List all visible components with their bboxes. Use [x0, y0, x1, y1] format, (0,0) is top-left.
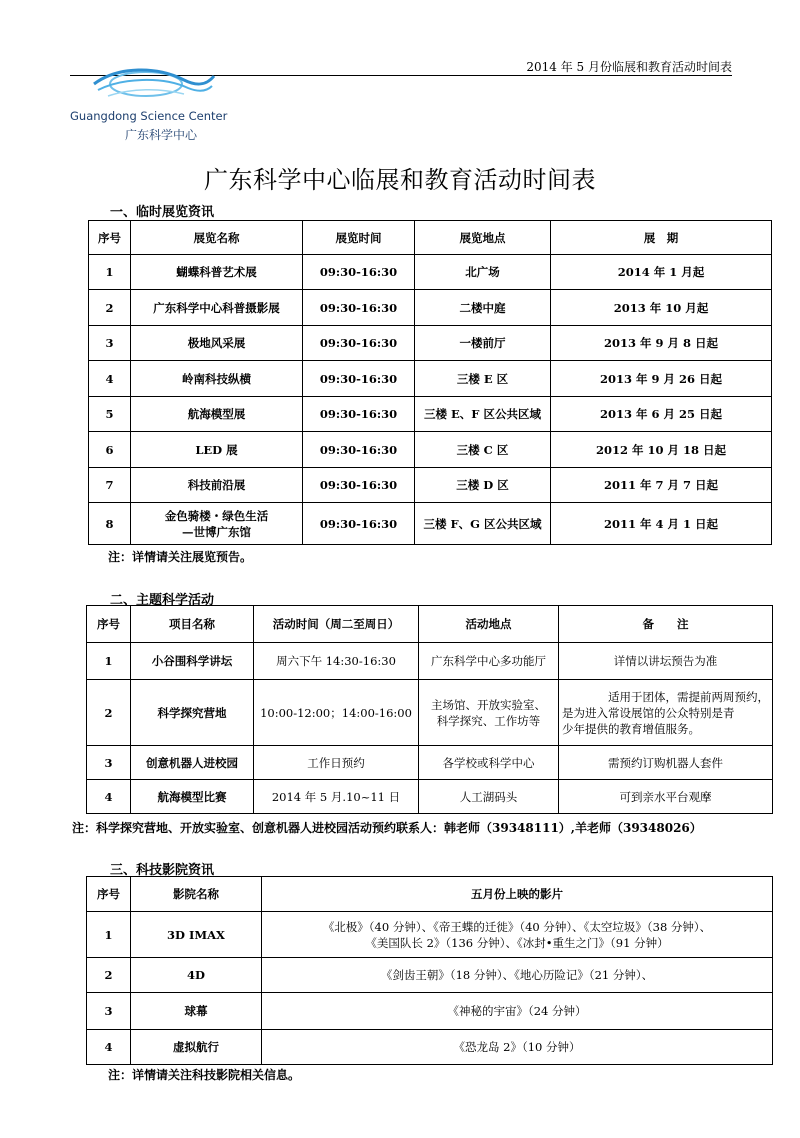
col-header: 备 注: [559, 606, 773, 643]
cell-line: 是为进入常设展馆的公众特别是青: [562, 705, 735, 720]
table-row: [89, 432, 772, 468]
cell: 详情以讲坛预告为准: [559, 643, 773, 680]
cell: 球幕: [131, 993, 262, 1030]
cell: 3: [87, 993, 131, 1030]
cell: 2: [89, 290, 131, 326]
cell: 3: [89, 326, 131, 361]
table-row: [89, 290, 772, 326]
cell: 科学探究营地: [131, 680, 254, 746]
cell-line: 金色骑楼・绿色生活: [164, 508, 269, 523]
cell: 09:30-16:30: [303, 326, 415, 361]
col-header: 序号: [89, 221, 131, 255]
cell: 09:30-16:30: [303, 468, 415, 503]
cell: 3D IMAX: [131, 912, 262, 958]
cell: 2012 年 10 月 18 日起: [551, 432, 772, 468]
cell: [262, 912, 773, 958]
col-header: 活动时间（周二至周日）: [254, 606, 419, 643]
logo-text-en: Guangdong Science Center: [70, 109, 228, 123]
cell: 2013 年 6 月 25 日起: [551, 397, 772, 432]
col-header: 五月份上映的影片: [262, 877, 773, 912]
col-header: 展览地点: [415, 221, 551, 255]
table-row: [89, 361, 772, 397]
cell: 2014 年 5 月.10~11 日: [254, 780, 419, 814]
cell: 需预约订购机器人套件: [559, 746, 773, 780]
cell: 4D: [131, 958, 262, 993]
table-row: [87, 780, 773, 814]
cell: 工作日预约: [254, 746, 419, 780]
cell-line: —世博广东馆: [182, 524, 251, 539]
col-header: 展览时间: [303, 221, 415, 255]
cell: 2: [87, 680, 131, 746]
cell: 二楼中庭: [415, 290, 551, 326]
cell-line: 科学探究、工作坊等: [436, 713, 541, 728]
cell: 小谷围科学讲坛: [131, 643, 254, 680]
activities-table: [86, 605, 773, 814]
document-title: 广东科学中心临展和教育活动时间表: [204, 166, 596, 194]
cell: 三楼 F、G 区公共区域: [415, 503, 551, 545]
cell: 2013 年 9 月 26 日起: [551, 361, 772, 397]
cell: 7: [89, 468, 131, 503]
col-header: 项目名称: [131, 606, 254, 643]
cell: 一楼前厅: [415, 326, 551, 361]
table-row: [87, 958, 773, 993]
table-header-row: [89, 221, 772, 255]
table-row: [87, 1030, 773, 1065]
cell: 2013 年 9 月 8 日起: [551, 326, 772, 361]
cell: 北广场: [415, 255, 551, 290]
cell: 09:30-16:30: [303, 432, 415, 468]
exhibitions-table: [88, 220, 772, 545]
table-row: [87, 643, 773, 680]
cell: 广东科学中心多功能厅: [419, 643, 559, 680]
cell: 2: [87, 958, 131, 993]
cell: 09:30-16:30: [303, 503, 415, 545]
logo-text-cn: 广东科学中心: [125, 128, 198, 142]
cell: 《恐龙岛 2》（10 分钟）: [262, 1030, 773, 1065]
table-row: [89, 503, 772, 545]
table-row: [87, 746, 773, 780]
cell: 2011 年 7 月 7 日起: [551, 468, 772, 503]
table-row: [87, 680, 773, 746]
section-heading-activities: 二、主题科学活动: [110, 593, 215, 608]
cell: 5: [89, 397, 131, 432]
cell: 周六下午 14:30-16:30: [254, 643, 419, 680]
cell: LED 展: [131, 432, 303, 468]
cell: 8: [89, 503, 131, 545]
section-heading-exhibitions: 一、临时展览资讯: [110, 205, 215, 220]
col-header: 活动地点: [419, 606, 559, 643]
cell: 4: [87, 780, 131, 814]
cell: [559, 680, 773, 746]
cell-line: 《北极》（40 分钟）、《帝王蝶的迁徙》（40 分钟）、《太空垃圾》（38 分钟）、: [322, 919, 712, 934]
col-header: 序号: [87, 877, 131, 912]
cell: 09:30-16:30: [303, 255, 415, 290]
cell: 三楼 E、F 区公共区域: [415, 397, 551, 432]
cell: 09:30-16:30: [303, 397, 415, 432]
table-row: [87, 993, 773, 1030]
cell: 各学校或科学中心: [419, 746, 559, 780]
cell: 虚拟航行: [131, 1030, 262, 1065]
cell: 科技前沿展: [131, 468, 303, 503]
cell-line: 主场馆、开放实验室、: [431, 697, 546, 712]
cell: 09:30-16:30: [303, 361, 415, 397]
cell: 4: [89, 361, 131, 397]
cell: 《神秘的宇宙》（24 分钟）: [262, 993, 773, 1030]
cell-line: 适用于团体，需提前两周预约，: [608, 689, 769, 704]
col-header: 展 期: [551, 221, 772, 255]
cell: [419, 680, 559, 746]
cell: 2014 年 1 月起: [551, 255, 772, 290]
cell: 蝴蝶科普艺术展: [131, 255, 303, 290]
cell: 2011 年 4 月 1 日起: [551, 503, 772, 545]
cell: 岭南科技纵横: [131, 361, 303, 397]
cell: 09:30-16:30: [303, 290, 415, 326]
cell: 4: [87, 1030, 131, 1065]
table-row: [89, 468, 772, 503]
cell: 人工湖码头: [419, 780, 559, 814]
cell: 《剑齿王朝》（18 分钟）、《地心历险记》（21 分钟）、: [262, 958, 773, 993]
running-header: 2014 年 5 月份临展和教育活动时间表: [526, 60, 732, 74]
cell: 1: [89, 255, 131, 290]
cell: 航海模型比赛: [131, 780, 254, 814]
section-note: 注：科学探究营地、开放实验室、创意机器人进校园活动预约联系人：韩老师（39348111）,羊老师（39348026）: [72, 821, 702, 835]
table-header-row: [87, 606, 773, 643]
col-header: 序号: [87, 606, 131, 643]
cell: 创意机器人进校园: [131, 746, 254, 780]
cell: 3: [87, 746, 131, 780]
cell: 三楼 C 区: [415, 432, 551, 468]
cell: 6: [89, 432, 131, 468]
cell-line: 《美国队长 2》（136 分钟）、《冰封•重生之门》（91 分钟）: [365, 935, 669, 950]
table-header-row: [87, 877, 773, 912]
cell: 极地风采展: [131, 326, 303, 361]
cell: 可到亲水平台观摩: [559, 780, 773, 814]
section-note: 注：详情请关注科技影院相关信息。: [108, 1068, 301, 1082]
section-note: 注：详情请关注展览预告。: [108, 550, 253, 564]
col-header: 展览名称: [131, 221, 303, 255]
cell: 2013 年 10 月起: [551, 290, 772, 326]
logo-swoosh-icon: [88, 62, 218, 108]
logo: [70, 62, 270, 144]
cell: 广东科学中心科普摄影展: [131, 290, 303, 326]
table-row: [87, 912, 773, 958]
cell: [131, 503, 303, 545]
cell: 航海模型展: [131, 397, 303, 432]
table-row: [89, 255, 772, 290]
cell: 1: [87, 643, 131, 680]
cinema-table: [86, 876, 773, 1065]
section-heading-cinema: 三、科技影院资讯: [110, 863, 215, 878]
cell: 三楼 D 区: [415, 468, 551, 503]
cell: 1: [87, 912, 131, 958]
cell-line: 少年提供的教育增值服务。: [562, 721, 700, 736]
cell: 三楼 E 区: [415, 361, 551, 397]
col-header: 影院名称: [131, 877, 262, 912]
cell: 10:00-12:00；14:00-16:00: [254, 680, 419, 746]
table-row: [89, 397, 772, 432]
table-row: [89, 326, 772, 361]
